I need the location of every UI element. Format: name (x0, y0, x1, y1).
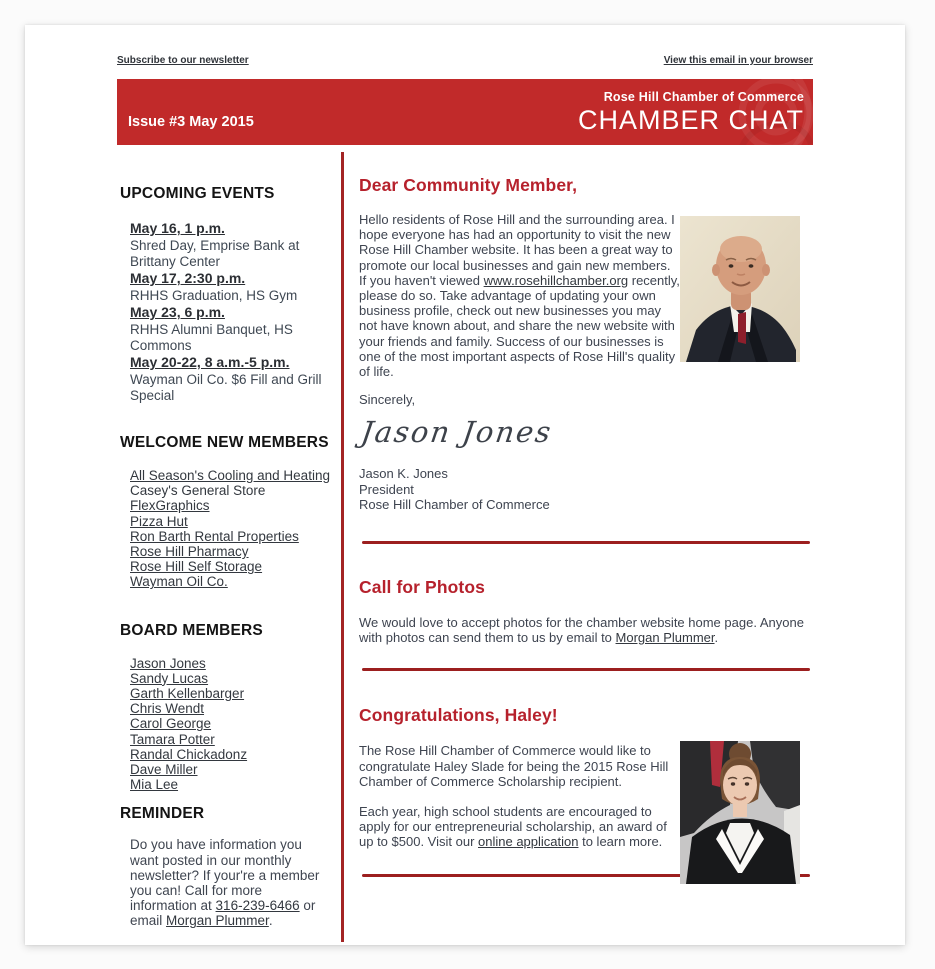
header-links (117, 25, 813, 66)
chamber-website-link[interactable]: www.rosehillchamber.org (483, 272, 629, 288)
member-link[interactable]: All Season's Cooling and Heating (130, 468, 330, 483)
subscribe-link[interactable]: Subscribe to our newsletter (117, 55, 249, 66)
board-member-link[interactable]: Dave Miller (130, 762, 198, 778)
board-member-link[interactable]: Chris Wendt (130, 701, 205, 717)
call-for-photos-heading: Call for Photos (359, 577, 485, 598)
new-members-list (130, 468, 338, 590)
event-item (130, 220, 338, 270)
view-in-browser-link[interactable]: View this email in your browser (663, 55, 813, 66)
congratulations-section (359, 705, 813, 849)
board-member-link[interactable]: Randal Chickadonz (130, 746, 248, 762)
reminder-heading: REMINDER (120, 805, 205, 823)
board-member-link[interactable]: Carol George (130, 716, 212, 732)
board-member-link[interactable]: Sandy Lucas (130, 670, 209, 686)
photos-text-segment: . (714, 630, 719, 646)
newsletter-page (25, 25, 905, 945)
signer-title: President (359, 481, 414, 497)
events-list (130, 220, 338, 404)
letter-text-segment: recently, please do so. Take advantage of updating your own business profile, check out new businesses you may not have known about, and share the new website with your friends and family. Success of our businesses is one of the most important aspects of Rose Hill's quality of life. (359, 272, 680, 380)
event-item (130, 270, 338, 304)
upcoming-events-heading: UPCOMING EVENTS (120, 185, 275, 202)
online-application-link[interactable]: online application (478, 834, 579, 850)
reminder-text-segment: or email (130, 898, 316, 929)
letter-text-segment: Hello residents of Rose Hill and the surrounding area. I hope everyone has had an opportunity to visit the new Rose Hill Chamber website. It has been a great way to promote our local businesses and gain new members. If you haven't viewed (359, 212, 675, 288)
member-link[interactable]: FlexGraphics (130, 498, 210, 514)
board-members-heading: BOARD MEMBERS (120, 621, 263, 639)
call-for-photos-text (359, 615, 811, 645)
member-link[interactable]: Pizza Hut (130, 513, 188, 529)
letter-closing: Sincerely, (359, 392, 416, 408)
morgan-plummer-link[interactable]: Morgan Plummer (615, 630, 715, 646)
congrats-paragraph-1: The Rose Hill Chamber of Commerce would like to congratulate Haley Slade for being the 2015 Rose Hill Chamber of Commerce Scholarship recipient. (359, 743, 669, 789)
phone-link[interactable]: 316-239-6466 (215, 898, 300, 914)
event-date-link[interactable]: May 17, 2:30 p.m. (130, 270, 246, 286)
reminder-text-segment: Do you have information you want posted in our monthly newsletter? If your're a member you can! Call for more information at (130, 837, 320, 914)
reminder-text (130, 837, 328, 928)
letter-body (359, 212, 681, 379)
member-link[interactable]: Rose Hill Pharmacy (130, 544, 249, 560)
handwritten-signature: Jason Jones (359, 415, 555, 450)
board-member-link[interactable]: Tamara Potter (130, 731, 215, 747)
member-link[interactable]: Ron Barth Rental Properties (130, 528, 299, 544)
signer-org: Rose Hill Chamber of Commerce (359, 496, 550, 512)
board-members-list (130, 656, 338, 793)
letter-heading: Dear Community Member, (359, 175, 578, 195)
board-member-link[interactable]: Jason Jones (130, 655, 206, 671)
event-date-link[interactable]: May 20-22, 8 a.m.-5 p.m. (130, 354, 290, 370)
event-item (130, 354, 338, 404)
congrats-text-segment: to learn more. (578, 834, 663, 850)
org-name: Rose Hill Chamber of Commerce (603, 90, 804, 104)
event-description: RHHS Alumni Banquet, HS Commons (130, 322, 293, 353)
section-divider (362, 668, 810, 671)
signature-block (359, 466, 813, 512)
member-name: Casey's General Store (130, 483, 266, 499)
event-description: Wayman Oil Co. $6 Fill and Grill Special (130, 372, 322, 403)
event-item (130, 304, 338, 354)
event-date-link[interactable]: May 16, 1 p.m. (130, 220, 225, 236)
section-divider (362, 541, 810, 544)
issue-label: Issue #3 May 2015 (128, 114, 254, 130)
haley-slade-photo (680, 741, 800, 884)
masthead-banner (117, 79, 813, 145)
letter-section (359, 175, 813, 512)
main-content (344, 152, 813, 942)
photos-text-segment: We would love to accept photos for the chamber website home page. Anyone with photos can send them to us by email to (359, 615, 804, 646)
event-description: RHHS Graduation, HS Gym (130, 288, 298, 303)
call-for-photos-section (359, 577, 813, 645)
reminder-text-segment: . (268, 913, 273, 929)
newsletter-title: CHAMBER CHAT (577, 105, 804, 135)
signer-name: Jason K. Jones (359, 466, 448, 482)
event-description: Shred Day, Emprise Bank at Brittany Center (130, 238, 300, 269)
board-member-link[interactable]: Mia Lee (130, 777, 179, 793)
event-date-link[interactable]: May 23, 6 p.m. (130, 304, 225, 320)
congrats-text-segment: Each year, high school students are encouraged to apply for our entrepreneurial scholarship, an award of up to $500. Visit our (359, 804, 667, 850)
new-members-heading: WELCOME NEW MEMBERS (120, 434, 329, 451)
congrats-paragraph-2 (359, 804, 677, 850)
sidebar (117, 152, 341, 942)
board-member-link[interactable]: Garth Kellenbarger (130, 686, 245, 702)
member-link[interactable]: Wayman Oil Co. (130, 574, 228, 590)
email-contact-link[interactable]: Morgan Plummer (166, 913, 269, 929)
jason-jones-photo (680, 216, 800, 362)
congratulations-heading: Congratulations, Haley! (359, 705, 558, 726)
member-link[interactable]: Rose Hill Self Storage (130, 559, 263, 575)
